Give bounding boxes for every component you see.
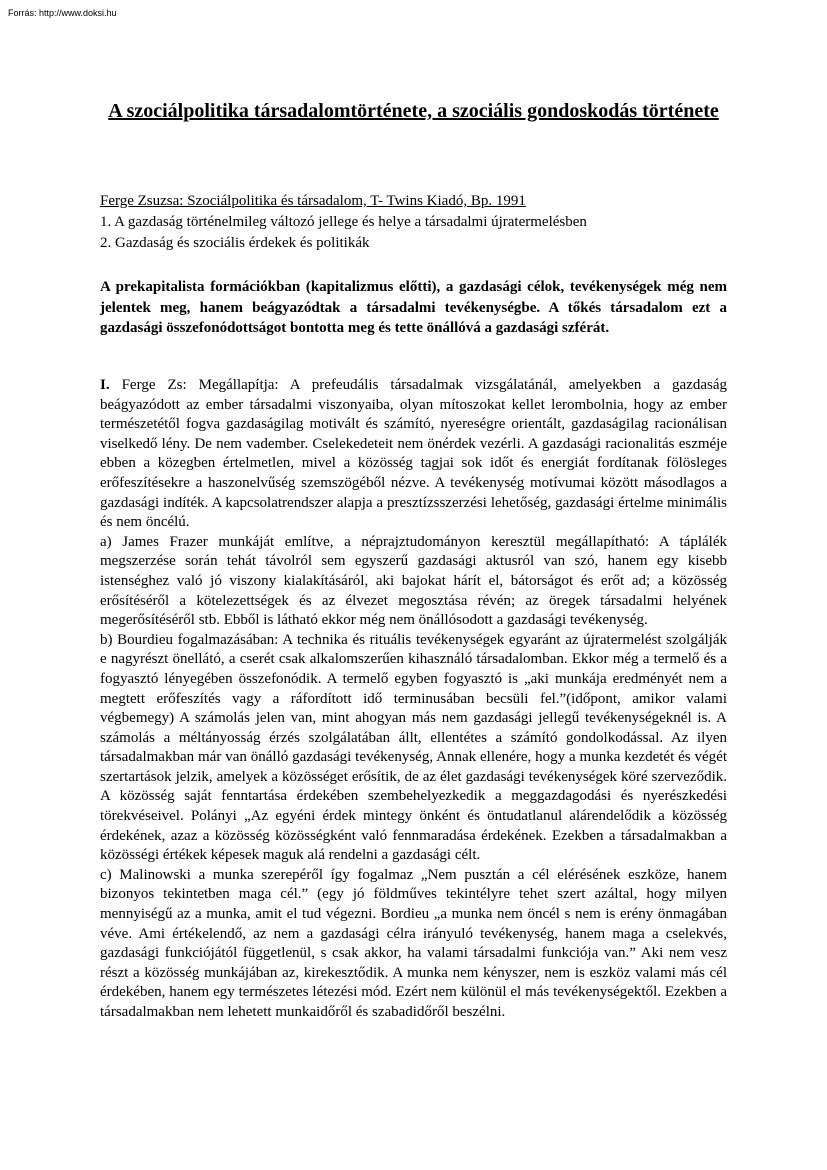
section-marker: I. — [100, 377, 110, 393]
section-intro-paragraph — [100, 376, 727, 533]
source-line: Forrás: http://www.doksi.hu — [8, 8, 117, 18]
section-paragraph-b: b) Bourdieu fogalmazásában: A technika és rituális tevékenységek egyaránt az újratermelést szolgálják e nagyrészt önellátó, a cserét csak alkalomszerűen kihasználó társadalomban. Ekkor még a termelő és a fogyasztó lényegében összefonódik. A termelő egyben fogyasztó is „aki munkája eredményét nem a megtett erőfeszítés vagy a ráfordított idő terminusában becsüli fel.”(időpont, amikor valami végbemegy) A számolás jelen van, mint ahogyan más nem gazdasági jellegű tevékenységeknél is. A számolás a méltányosság érzés szolgálatában állt, ellentétes a számító gondolkodással. Az ilyen társadalmakban már van önálló gazdasági tevékenység, Annak ellenére, hogy a munka kezdetét és végét szertartások jelzik, amelyek a közösséget erősítik, de az élet gazdasági tevékenységek köré szerveződik. A közösség saját fenntartása érdekében szembehelyezkedik a meggazdagodási és nyerészkedési törekvéseivel. Polányi „Az egyéni érdek mintegy önként és öntudatlanul alárendelődik a közösség érdekének, azaz a közösség közösségként való fennmaradása érdekének. Ezekben a társadalmakban a közösségi értékek képesek maguk alá rendelni a gazdasági célt. — [100, 631, 727, 864]
reference-source: Ferge Zsuzsa: Szociálpolitika és társadalom, T- Twins Kiadó, Bp. 1991 — [100, 193, 526, 209]
reference-item: 1. A gazdaság történelmileg változó jellege és helye a társadalmi újratermelésben — [100, 214, 587, 230]
section-intro-text: Ferge Zs: Megállapítja: A prefeudális társadalmak vizsgálatánál, amelyekben a gazdaság beágyazódott az ember társadalmi viszonyaiba, olyan mítoszokat kellet lerombolnia, hogy az ember természetétől fogva gazdaságilag motivált és számító, nyereségre orientált, gazdaságilag racionálisan viselkedő lény. De nem vadember. Cselekedeteit nem önérdek vezérli. A gazdasági racionalitás eszméje ebben a közegben értelmetlen, mivel a közösség tagjai sok időt és energiát fordítanak fölösleges erőfeszítésekre a haszonelvűség szemszögéből nézve. A tevékenység motívumai között másodlagos a gazdasági indíték. A kapcsolatrendszer alapja a presztízsszerzési lehetőség, gazdasági értelme minimális és nem öncélú. — [100, 377, 727, 531]
lead-paragraph: A prekapitalista formációkban (kapitalizmus előtti), a gazdasági célok, tevékenységek még nem jelentek meg, hanem beágyazódtak a társadalmi tevékenységbe. A tőkés társadalom ezt a gazdasági összefonódottságot bontotta meg és tette önállóvá a gazdasági szférát. — [100, 279, 727, 336]
reference-item: 2. Gazdaság és szociális érdekek és politikák — [100, 235, 370, 251]
page-title: A szociálpolitika társadalomtörténete, a szociális gondoskodás története — [108, 100, 719, 122]
section-body — [100, 376, 727, 1023]
section-paragraph-c: c) Malinowski a munka szerepéről így fogalmaz „Nem pusztán a cél elérésének eszköze, hanem bizonyos tekintetben maga cél.” (egy jó földműves tekintélyre tehet szert azáltal, hogy milyen mennyiségű az a munka, amit el tud végezni. Bordieu „a munka nem öncél s nem is erény önmagában véve. Ami értékelendő, az nem a gazdasági célra irányuló tevékenység, hanem maga a cselekvés, gazdasági funkciójától függetlenül, s csak akkor, ha valami társadalmi funkciója van.” Aki nem vesz részt a közösség munkájában az, kirekesztődik. A munka nem kényszer, nem is eszköz valami más cél érdekében, hanem egy természetes létezési mód. Ezért nem különül el más tevékenységektől. Ezekben a társadalmakban nem lehetett munkaidőről és szabadidőről beszélni. — [100, 866, 727, 1020]
reference-list — [100, 191, 727, 254]
section-paragraph-a: a) James Frazer munkáját említve, a néprajztudományon keresztül megállapítható: A táplálék megszerzése során tehát távolról sem egyszerű gazdasági aktusról van szó, hanem egy kisebb istenséghez való jó viszony kialakításáról, aki bajokat hárít el, bátorságot és erőt ad; a közösség erősítéséről a kötelezettségek és az élvezet megosztása révén; az öregek társadalmi helyének megerősítéséről stb. Ebből is látható ekkor még nem önállósodott a gazdasági tevékenység. — [100, 533, 727, 629]
